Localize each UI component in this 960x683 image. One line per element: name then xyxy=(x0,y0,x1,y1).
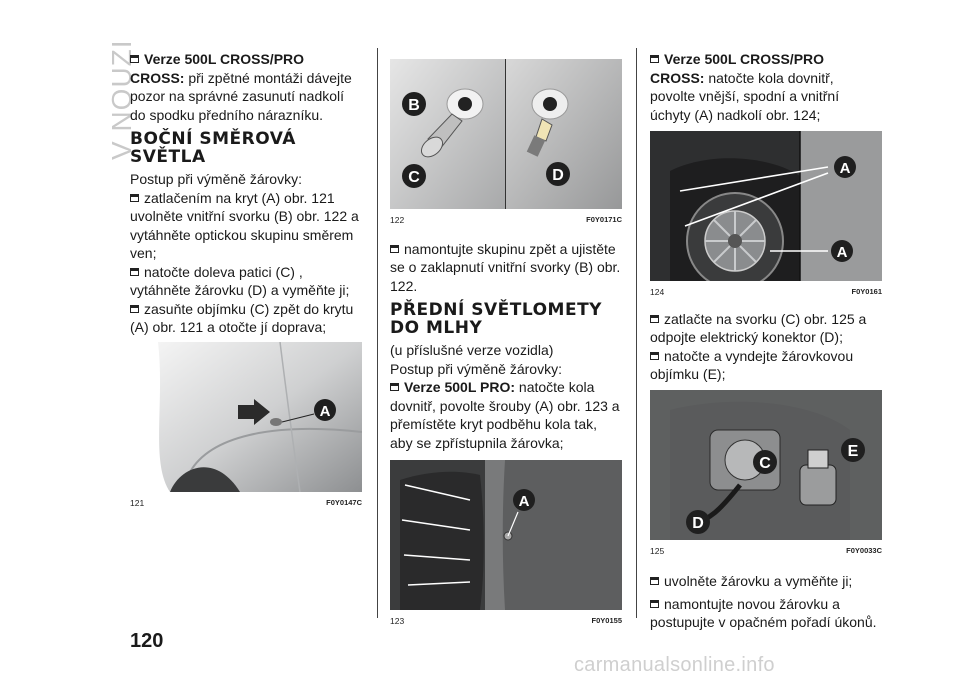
figure-124-label-a1: A xyxy=(839,160,851,177)
figure-123 xyxy=(390,460,622,631)
col1-intro: Postup při výměně žárovky: xyxy=(130,171,302,187)
col1-paragraph xyxy=(130,50,362,124)
section-side-tab xyxy=(80,39,137,160)
col2-step-text: namontujte skupinu zpět a ujistěte se o zaklapnutí vnitřní svorky (B) obr. 122. xyxy=(390,240,621,294)
col1-heading: BOČNÍ SMĚROVÁ SVĚTLA xyxy=(130,129,296,167)
col3-version-label: Verze 500L CROSS/PRO CROSS: xyxy=(650,51,825,86)
figure-122-label-d: D xyxy=(552,167,564,184)
bullet-icon xyxy=(130,305,139,313)
figure-124-number: 124 xyxy=(650,287,665,297)
figure-121-caption xyxy=(130,494,362,513)
col3-step-text: natočte a vyndejte žárovkovou objímku (E); xyxy=(650,347,854,382)
figure-122-image xyxy=(390,59,622,209)
col3-version-text: natočte kola dovnitř, povolte vnější, spodní a vnitřní úchyty (A) nadkolí obr. 124; xyxy=(650,69,840,123)
figure-125 xyxy=(650,390,882,561)
figure-122-code: F0Y0171C xyxy=(586,215,622,224)
figure-122-label-c: C xyxy=(408,169,420,186)
site-watermark: carmanualsonline.info xyxy=(574,654,775,676)
column-2 xyxy=(390,59,622,631)
figure-123-image xyxy=(390,460,622,610)
page-number: 120 xyxy=(130,630,164,652)
column-divider-2 xyxy=(636,48,637,618)
col3-step-text: namontujte novou žárovku a postupujte v opačném pořadí úkonů. xyxy=(650,595,877,630)
figure-124 xyxy=(650,131,882,302)
figure-124-image xyxy=(650,131,882,281)
col2-pro-label: Verze 500L PRO: xyxy=(404,379,516,395)
col1-version-text: při zpětné montáži dávejte pozor na správné zasunutí nadkolí do spodku předního nárazníku. xyxy=(130,69,352,123)
figure-122-label-b: B xyxy=(408,97,420,114)
section-side-tab-label: V NOUZI xyxy=(106,39,137,160)
bullet-icon xyxy=(650,315,659,323)
figure-122 xyxy=(390,59,622,230)
figure-121 xyxy=(130,342,362,513)
col3-step-text: uvolněte žárovku a vyměňte ji; xyxy=(664,573,853,589)
figure-121-number: 121 xyxy=(130,497,145,508)
figure-123-caption xyxy=(390,612,622,631)
col1-step-text: zatlačením na kryt (A) obr. 121 uvolněte vnitřní svorku (B) obr. 122 a vytáhněte optickou skupinu směrem ven; xyxy=(130,189,359,261)
figure-125-caption xyxy=(650,542,882,561)
col1-step-text: natočte doleva patici (C) , vytáhněte žárovku (D) a vyměňte ji; xyxy=(130,263,350,298)
bullet-icon xyxy=(650,600,659,608)
column-divider-1 xyxy=(377,48,378,618)
bullet-icon xyxy=(650,577,659,585)
figure-121-code: F0Y0147C xyxy=(326,497,362,507)
figure-123-label: A xyxy=(518,493,530,510)
col2-note: (u příslušné verze vozidla) xyxy=(390,342,554,358)
col2-pro-text: natočte kola dovnitř, povolte šrouby (A) obr. 123 a přemístěte kryt podběhu kola tak, aby se zpřístupnila žárovka; xyxy=(390,379,620,451)
col1-step xyxy=(130,189,362,263)
figure-122-caption xyxy=(390,211,622,230)
column-3 xyxy=(650,50,882,632)
col2-intro: Postup při výměně žárovky: xyxy=(390,360,562,377)
bullet-icon xyxy=(130,268,139,276)
figure-124-caption xyxy=(650,283,882,302)
col3-step-text: zatlačte na svorku (C) obr. 125 a odpojte elektrický konektor (D); xyxy=(650,310,867,345)
figure-125-label-c: C xyxy=(759,454,771,472)
col3-step xyxy=(650,310,882,347)
figure-125-image xyxy=(650,390,882,540)
bullet-icon xyxy=(130,194,139,202)
col1-version-label: Verze 500L CROSS/PRO CROSS: xyxy=(130,51,305,86)
figure-125-number: 125 xyxy=(650,545,665,556)
col3-step xyxy=(650,572,882,591)
figure-125-code: F0Y0033C xyxy=(846,545,882,555)
col3-paragraph xyxy=(650,50,882,124)
col1-step-text: zasuňte objímku (C) zpět do krytu (A) obr. 121 a otočte jí doprava; xyxy=(130,300,354,335)
col3-step xyxy=(650,347,882,384)
bullet-icon xyxy=(390,383,399,391)
figure-121-image xyxy=(130,342,362,492)
col1-step xyxy=(130,300,362,337)
bullet-icon xyxy=(390,245,399,253)
figure-124-code: F0Y0161 xyxy=(851,287,882,296)
col2-heading: PŘEDNÍ SVĚTLOMETY DO MLHY xyxy=(390,300,602,338)
figure-125-label-d: D xyxy=(692,514,704,532)
column-1 xyxy=(130,50,362,512)
col3-step xyxy=(650,595,882,632)
figure-123-code: F0Y0155 xyxy=(591,616,622,625)
figure-122-number: 122 xyxy=(390,215,405,225)
bullet-icon xyxy=(650,352,659,360)
bullet-icon xyxy=(130,55,139,63)
figure-121-label: A xyxy=(319,402,331,420)
figure-125-label-e: E xyxy=(847,442,859,460)
figure-123-number: 123 xyxy=(390,616,405,626)
col2-pro-step xyxy=(390,378,622,452)
bullet-icon xyxy=(650,55,659,63)
col1-step xyxy=(130,263,362,300)
figure-124-label-a2: A xyxy=(836,244,848,261)
col2-step xyxy=(390,240,622,296)
